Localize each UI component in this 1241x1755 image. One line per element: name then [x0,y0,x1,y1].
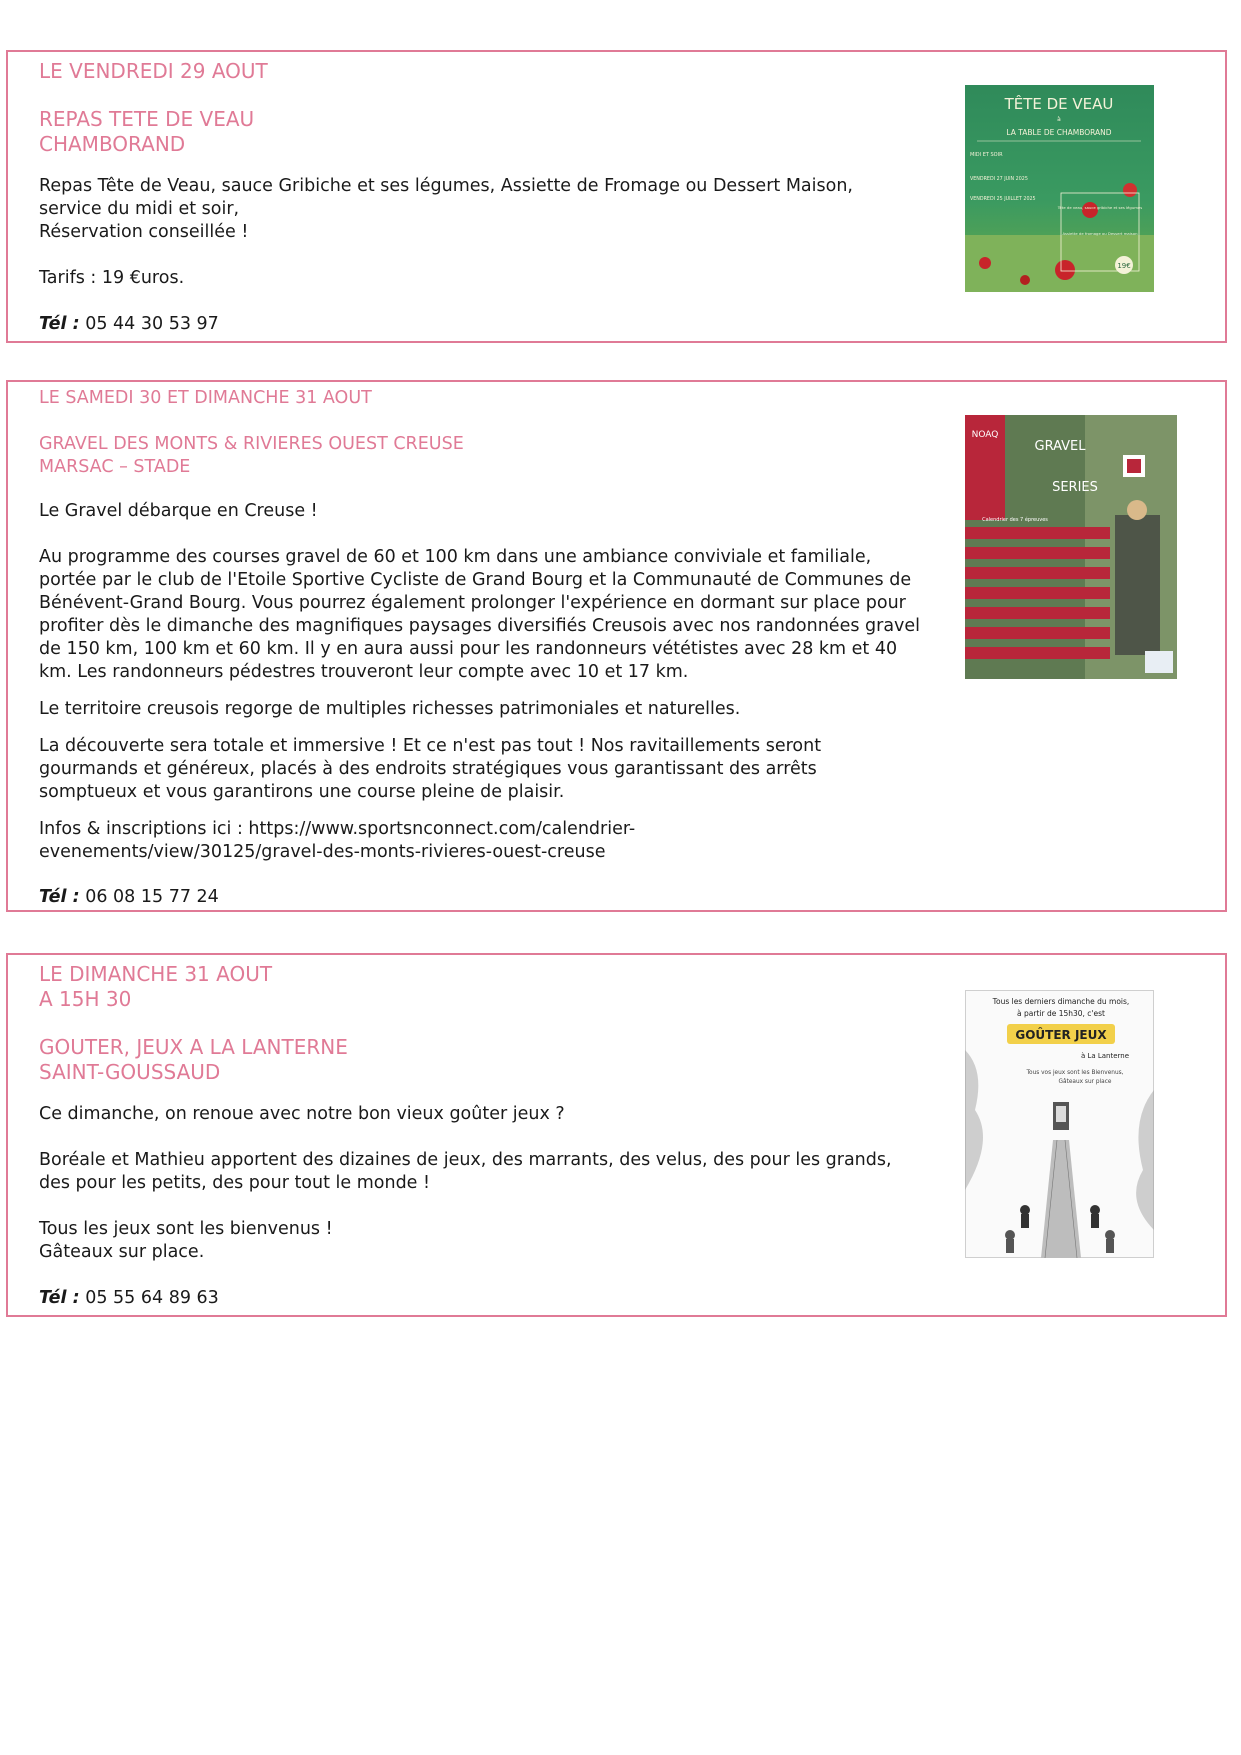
event-title: GRAVEL DES MONTS & RIVIERES OUEST CREUSE [39,434,464,454]
tel-number: 06 08 15 77 24 [85,887,219,907]
poster-box2: Assiette de fromage ou Dessert maison [1062,231,1138,236]
poster-tete-de-veau [965,85,1154,292]
poster-box: Tête de veau, sauce gribiche et ses légumes [1057,205,1143,210]
poster-top1: Tous les derniers dimanche du mois, [992,997,1130,1006]
poster-price: 19€ [1117,262,1131,270]
event-title: GOUTER, JEUX A LA LANTERNE [39,1035,348,1059]
event-card-tete-de-veau [6,50,1227,343]
poster-title2: SERIES [1052,480,1098,495]
event-phone [39,1287,964,1310]
event-date: LE DIMANCHE 31 AOUT [39,962,273,986]
poster-gravel [965,415,1177,679]
poster-sub1: à [1057,116,1061,123]
infos-line: evenements/view/30125/gravel-des-monts-rivieres-ouest-creuse [39,842,606,862]
event-place: SAINT-GOUSSAUD [39,1060,221,1084]
para-line: gourmands et généreux, placés à des endroits stratégiques vous garantissant des arrêts [39,759,817,779]
para-line: profiter dès le dimanche des magnifiques paysages diversifiés Creusois avec nos randonnées gravel [39,616,921,636]
poster-sub3: MIDI ET SOIR [970,152,1003,158]
poster-note1: Tous vos jeux sont les Bienvenus, [1026,1070,1124,1076]
event-phone [39,886,964,909]
event-phone [39,313,964,336]
desc-line: Réservation conseillée ! [39,222,249,242]
event-intro: Ce dimanche, on renoue avec notre bon vieux goûter jeux ? [39,1104,565,1124]
event-place: MARSAC – STADE [39,457,191,477]
desc-line: service du midi et soir, [39,199,240,219]
para-line: Bénévent-Grand Bourg. Vous pourrez également prolonger l'expérience en dormant sur place pour [39,593,906,613]
para-line: Tous les jeux sont les bienvenus ! [39,1219,333,1239]
event-card-gravel [6,380,1227,912]
poster-line2: VENDREDI 25 JUILLET 2025 [970,197,1036,202]
para-line: La découverte sera totale et immersive ! Et ce n'est pas tout ! Nos ravitaillements seront [39,736,822,756]
poster-gouter-jeux [965,990,1154,1258]
para-line: somptueux et vous garantirons une course pleine de plaisir. [39,782,565,802]
para-line: de 150 km, 100 km et 60 km. Il y en aura aussi pour les randonneurs vététistes avec 28 km et 40 [39,639,898,659]
para-line: portée par le club de l'Etoile Sportive Cycliste de Grand Bourg et la Communauté de Communes de [39,570,912,590]
event-date: LE SAMEDI 30 ET DIMANCHE 31 AOUT [39,388,372,408]
poster-title1: GRAVEL [1034,439,1086,454]
poster-title: TÊTE DE VEAU [1004,95,1114,113]
tel-label: Tél : [39,1288,80,1308]
tel-label: Tél : [39,887,80,907]
event-place: CHAMBORAND [39,132,186,156]
event-body [39,957,964,1310]
poster-line1: VENDREDI 27 JUIN 2025 [970,177,1028,182]
event-body [39,384,964,909]
poster-sub: à La Lanterne [1080,1052,1130,1060]
event-intro: Le Gravel débarque en Creuse ! [39,501,318,521]
event-body [39,54,964,336]
poster-sub2: LA TABLE DE CHAMBORAND [1006,128,1112,137]
desc-line: Repas Tête de Veau, sauce Gribiche et ses légumes, Assiette de Fromage ou Dessert Maison, [39,176,853,196]
tel-number: 05 55 64 89 63 [85,1288,219,1308]
event-time: A 15H 30 [39,987,132,1011]
event-tarifs: Tarifs : 19 €uros. [39,268,185,288]
para-line: Gâteaux sur place. [39,1242,205,1262]
poster-cal: Calendrier des 7 épreuves [982,517,1048,523]
tel-label: Tél : [39,314,80,334]
event-date: LE VENDREDI 29 AOUT [39,59,268,83]
para-line: Au programme des courses gravel de 60 et 100 km dans une ambiance conviviale et familiale, [39,547,872,567]
infos-line: Infos & inscriptions ici : https://www.sportsnconnect.com/calendrier- [39,819,636,839]
para-line: Boréale et Mathieu apportent des dizaines de jeux, des marrants, des velus, des pour les grands, [39,1150,892,1170]
event-card-gouter-jeux [6,953,1227,1317]
event-title: REPAS TETE DE VEAU [39,107,255,131]
poster-top2: à partir de 15h30, c'est [1017,1009,1105,1018]
poster-brand: NOAQ [971,430,999,440]
para-line: km. Les randonneurs pédestres trouveront leur compte avec 10 et 17 km. [39,662,689,682]
poster-note2: Gâteaux sur place [1058,1079,1112,1085]
para-line: des pour les petits, des pour tout le monde ! [39,1173,431,1193]
event-para2: Le territoire creusois regorge de multiples richesses patrimoniales et naturelles. [39,699,741,719]
tel-number: 05 44 30 53 97 [85,314,219,334]
poster-title: GOÛTER JEUX [1015,1028,1107,1042]
